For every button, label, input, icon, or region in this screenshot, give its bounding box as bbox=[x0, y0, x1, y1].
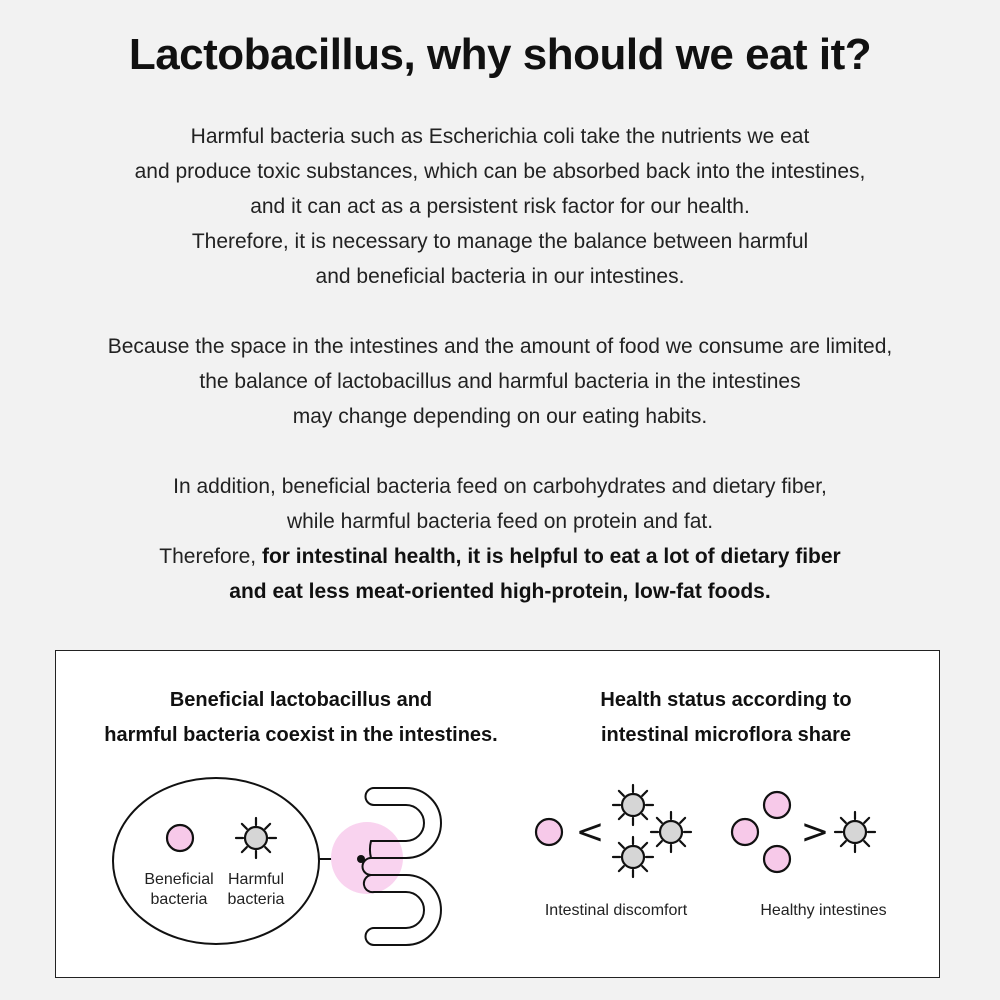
paragraph-line: and it can act as a persistent risk factor for our health. bbox=[250, 195, 750, 218]
paragraph-line: In addition, beneficial bacteria feed on carbohydrates and dietary fiber, bbox=[173, 475, 827, 498]
paragraph-prefix: Therefore, bbox=[159, 545, 262, 568]
beneficial-bacteria-icon bbox=[764, 846, 790, 872]
paragraph-line: may change depending on our eating habits. bbox=[292, 405, 708, 428]
harmful-bacteria-icon bbox=[613, 837, 653, 877]
harmful-bacteria-icon bbox=[651, 812, 691, 852]
bacteria-diagram bbox=[56, 651, 939, 977]
paragraph-line: the balance of lactobacillus and harmful bacteria in the intestines bbox=[199, 370, 801, 393]
label-line: Harmful bbox=[227, 871, 284, 888]
beneficial-bacteria-icon bbox=[536, 819, 562, 845]
caption-discomfort: Intestinal discomfort bbox=[544, 902, 688, 919]
heading-line: intestinal microflora share bbox=[600, 724, 852, 746]
heading-line: Health status according to bbox=[600, 689, 852, 711]
caption-healthy: Healthy intestines bbox=[760, 902, 887, 919]
paragraph-line: while harmful bacteria feed on protein and fat. bbox=[286, 510, 714, 533]
page-title: Lactobacillus, why should we eat it? bbox=[128, 30, 872, 79]
label-line: bacteria bbox=[227, 891, 285, 908]
info-panel bbox=[55, 650, 940, 978]
heading-line: Beneficial lactobacillus and bbox=[169, 689, 433, 711]
comparison-greater: > bbox=[800, 812, 830, 852]
label-line: bacteria bbox=[150, 891, 208, 908]
emphasis-text: for intestinal health, it is helpful to eat a lot of dietary fiber bbox=[261, 545, 841, 568]
diet-paragraph bbox=[0, 469, 1000, 609]
harmful-bacteria-icon bbox=[613, 785, 653, 825]
label-line: Beneficial bbox=[144, 871, 214, 888]
harmful-bacteria-icon bbox=[236, 818, 276, 858]
harmful-label bbox=[216, 870, 296, 910]
beneficial-bacteria-icon bbox=[732, 819, 758, 845]
beneficial-bacteria-icon bbox=[167, 825, 193, 851]
intro-paragraph bbox=[0, 119, 1000, 294]
paragraph-line: Because the space in the intestines and the amount of food we consume are limited, bbox=[107, 335, 893, 358]
beneficial-label bbox=[134, 870, 224, 910]
paragraph-line: and beneficial bacteria in our intestines. bbox=[315, 265, 685, 288]
paragraph-line: and produce toxic substances, which can be absorbed back into the intestines, bbox=[134, 160, 866, 183]
heading-line: harmful bacteria coexist in the intestines. bbox=[104, 724, 498, 746]
beneficial-bacteria-icon bbox=[764, 792, 790, 818]
harmful-bacteria-icon bbox=[835, 812, 875, 852]
balance-paragraph bbox=[0, 329, 1000, 434]
intestine-zoom-ellipse bbox=[113, 778, 319, 944]
paragraph-line bbox=[0, 539, 1000, 574]
paragraph-line: Therefore, it is necessary to manage the balance between harmful bbox=[191, 230, 809, 253]
paragraph-line: Harmful bacteria such as Escherichia coli take the nutrients we eat bbox=[190, 125, 810, 148]
comparison-less: < bbox=[575, 812, 605, 852]
emphasis-text: and eat less meat-oriented high-protein, low-fat foods. bbox=[229, 580, 771, 603]
paragraph-line bbox=[0, 574, 1000, 609]
